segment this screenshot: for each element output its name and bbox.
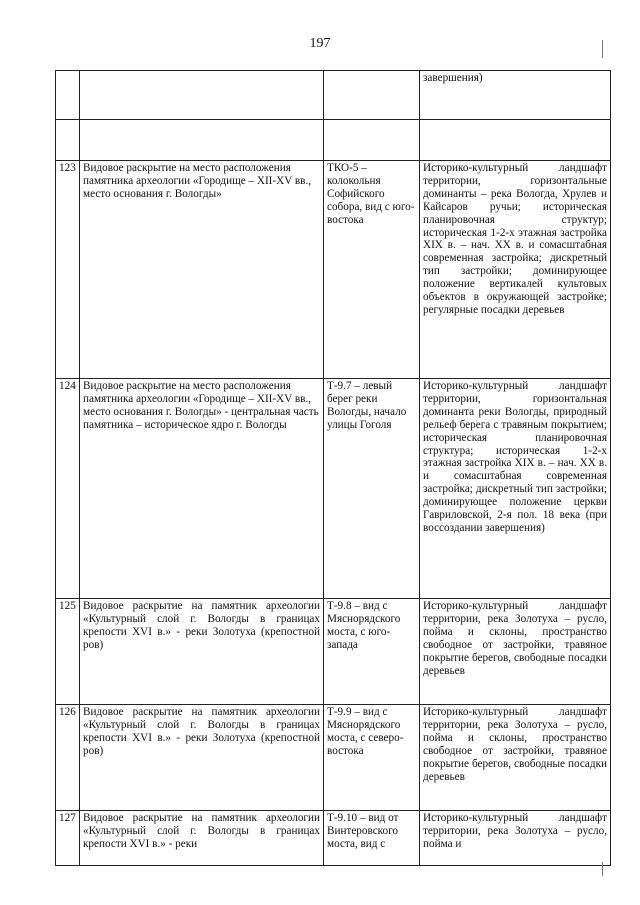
cell-object: Видовое раскрытие на памятник археологии «Культурный слой г. Вологды в границах крепости XVI в.» - реки Золотуха (крепостной ров) [80,599,324,705]
cell-num: 123 [56,161,80,379]
cell-point [324,71,420,120]
cell-point: Т-9.7 – левый берег реки Вологды, начало улицы Гоголя [324,379,420,599]
objects-table [55,70,611,866]
cell-object [80,120,324,161]
scan-mark [602,40,603,58]
cell-num [56,71,80,120]
table-row [56,599,611,705]
scan-mark [602,862,603,876]
cell-description: Историко-культурный ландшафт территории, река Золотуха – русло, пойма и склоны, пространство свободное от застройки, травяное покрытие берегов, свободные посадки деревьев [420,599,611,705]
cell-object-text: Видовое раскрытие на памятник археологии «Культурный слой г. Вологды в границах крепости XVI в.» - реки [83,812,320,850]
cell-num: 126 [56,705,80,811]
cell-num: 127 [56,811,80,866]
cell-object [80,71,324,120]
cell-num: 124 [56,379,80,599]
table-row [56,811,611,866]
cell-num: 125 [56,599,80,705]
cell-description: Историко-культурный ландшафт территории, горизонтальные доминанты – река Вологда, Хрулев и Кайсаров ручьи; историческая планировочная структур; историческая 1-2-х этажная застройка XIX в. – нач. XX в. и сомасштабная современная застройка; дискретный тип застройки; доминирующее положение вертикалей культовых объектов в окружающей застройке; регулярные посадки деревьев [420,161,611,379]
cell-object [80,811,324,866]
cell-object: Видовое раскрытие на памятник археологии «Культурный слой г. Вологды в границах крепости XVI в.» - реки Золотуха (крепостной ров) [80,705,324,811]
page-number: 197 [309,36,331,51]
cell-point: Т-9.9 – вид с Мяснорядского моста, с северо-востока [324,705,420,811]
table-row [56,161,611,379]
cell-description: завершения) [420,71,611,120]
cell-point [324,120,420,161]
cell-description: Историко-культурный ландшафт территории, река Золотуха – русло, пойма и склоны, пространство свободное от застройки, травяное покрытие берегов, свободные посадки деревьев [420,705,611,811]
cell-description [420,120,611,161]
table-row [56,379,611,599]
cell-object: Видовое раскрытие на место расположения памятника археологии «Городище – XII-XV вв., место основания г. Вологды» [80,161,324,379]
cell-description-text: Историко-культурный ландшафт территории, река Золотуха – русло, пойма и [423,812,607,850]
cell-point: ТКО-5 – колокольня Софийского собора, вид с юго-востока [324,161,420,379]
cell-point [324,811,420,866]
table-row-continuation [56,71,611,120]
cell-point-text: Т-9.10 – вид от Винтеровского моста, вид с [327,812,399,850]
cell-description: Историко-культурный ландшафт территории, горизонтальная доминанта реки Вологды, природный рельеф берега с травяным покрытием; историческая планировочная структура; историческая 1-2-х этажная застройка XIX в. – нач. XX в. и сомасштабная современная застройка; дискретный тип застройки; доминирующее положение церкви Гавриловской, 2-я пол. 18 века (при воссоздании завершения) [420,379,611,599]
cell-point: Т-9.8 – вид с Мяснорядского моста, с юго-запада [324,599,420,705]
cell-description [420,811,611,866]
cell-num [56,120,80,161]
table-row [56,705,611,811]
table-row-gap [56,120,611,161]
cell-object: Видовое раскрытие на место расположения памятника археологии «Городище – XII-XV вв., место основания г. Вологды» - центральная часть памятника – историческое ядро г. Вологды [80,379,324,599]
